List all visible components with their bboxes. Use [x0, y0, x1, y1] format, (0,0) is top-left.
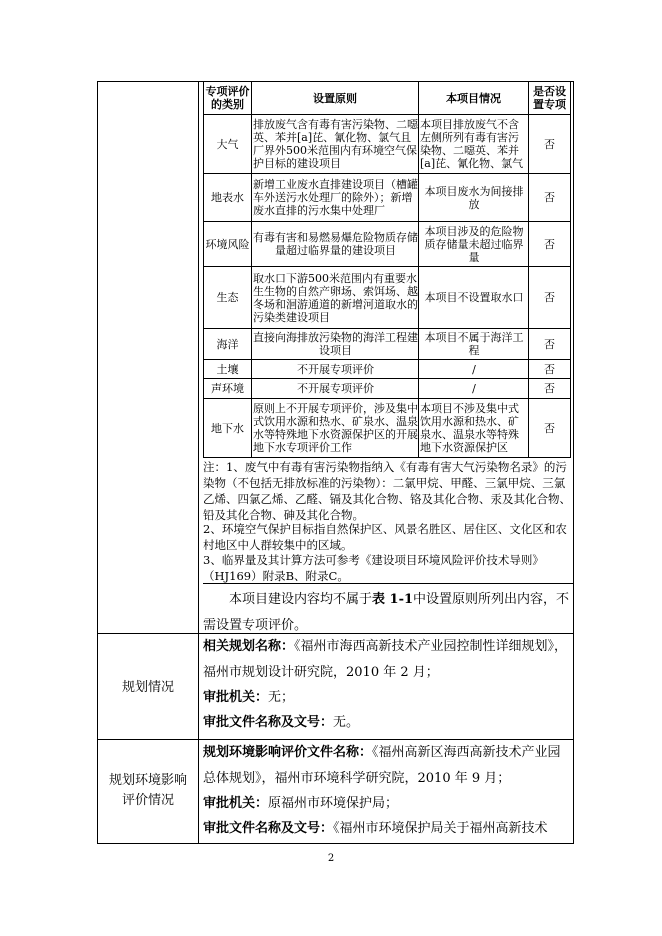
eia-document-value: 《福州市环境保护局关于福州高新技术 [333, 821, 548, 836]
eia-name-label: 规划环境影响评价文件名称： [203, 745, 373, 760]
eia-name-value: 《福州高新区海西高新技术产业园总体规划》，福州市环境科学研究院，2010 年 9 月； [203, 745, 561, 786]
inner-col-divider-1 [251, 81, 252, 457]
eia-document [203, 816, 573, 842]
conclusion-paragraph [203, 587, 573, 638]
eia-document-label: 审批文件名称及文号： [203, 821, 334, 836]
planning-document-value: 无。 [333, 715, 360, 730]
conclusion-before: 本项目建设内容均不属于 [229, 592, 373, 607]
outer-right-border [573, 81, 574, 844]
planning-name-label: 相关规划名称： [203, 639, 295, 654]
row-category: 大气 [216, 137, 239, 151]
conclusion-after: 中设置原则所列出内容，不需设置专项评价。 [203, 592, 570, 633]
row-situation: 本项目废水为间接排放 [424, 184, 524, 211]
eia-authority-label: 审批机关： [203, 796, 269, 811]
note-2: 2、环境空气保护目标指自然保护区、风景名胜区、居住区、文化区和农村地区中人群较集中的区域。 [203, 522, 567, 552]
row-principle: 不开展专项评价 [297, 362, 374, 376]
row-principle: 原则上不开展专项评价，涉及集中式饮用水源和热水、矿泉水、温泉水等特殊地下水资源保护区的开展地下水专项评价工作 [253, 402, 418, 454]
row-situation: 本项目排放废气不含左侧所列有毒有害污染物、二噁英、苯并[a]芘、氰化物、氯气 [420, 118, 524, 170]
inner-table-right [570, 81, 571, 457]
row-decision: 否 [544, 337, 555, 351]
row-category: 环境风险 [205, 237, 250, 251]
planning-authority-label: 审批机关： [203, 690, 269, 705]
row-situation: 本项目涉及的危险物质存储量未超过临界量 [424, 224, 524, 264]
row-situation: / [472, 362, 476, 376]
header-situation: 本项目情况 [446, 91, 501, 105]
row-principle: 直接向海排放污染物的海洋工程建设项目 [253, 331, 418, 357]
conclusion-table-ref: 表 1-1 [372, 592, 414, 607]
row-situation: 本项目不涉及集中式饮用水源和热水、矿泉水、温泉水等特殊地下水资源保护区 [420, 402, 519, 454]
row-category: 海洋 [216, 337, 239, 351]
row-decision: 否 [544, 191, 555, 204]
note-3: 3、临界量及其计算方法可参考《建设项目环境风险评价技术导则》（HJ169）附录B、附录C。 [203, 553, 544, 583]
row-principle: 取水口下游500米范围内有重要水生生物的自然产卵场、索饵场、越冬场和洄游通道的新增河道取水的污染类建设项目 [253, 271, 418, 324]
row-principle: 新增工业废水直排建设项目（槽罐车外送污水处理厂的除外）；新增废水直排的污水集中处理厂 [253, 178, 418, 217]
row-decision: 否 [544, 362, 555, 376]
eia-authority [203, 791, 573, 817]
row-category: 地下水 [211, 421, 244, 435]
inner-table-bottom [203, 457, 571, 458]
row-category: 地表水 [211, 191, 244, 204]
outer-left-border [97, 81, 98, 844]
planning-authority [203, 685, 573, 711]
eia-section-label: 规划环境影响评价情况 [108, 773, 187, 808]
row-decision: 否 [544, 137, 555, 151]
planning-name-value: 《福州市海西高新技术产业园控制性详细规划》，福州市规划设计研究院，2010 年 2 月； [203, 639, 568, 680]
row-principle: 有毒有害和易燃易爆危险物质存储量超过临界量的建设项目 [253, 231, 418, 257]
row-decision: 否 [544, 421, 555, 435]
row-situation: 本项目不属于海洋工程 [424, 331, 524, 357]
row-principle: 排放废气含有毒有害污染物、二噁英、苯并[a]芘、氰化物、氯气且厂界外500米范围内有环境空气保护目标的建设项目 [253, 118, 418, 170]
eia-authority-value: 原福州市环境保护局； [268, 796, 399, 811]
row-decision: 否 [544, 237, 555, 251]
planning-section-label: 规划情况 [121, 680, 174, 695]
row-situation: / [472, 382, 476, 395]
note-1: 注：1、废气中有毒有害污染物指纳入《有毒有害大气污染物名录》的污染物（不包括无排放标准的污染物）：二氯甲烷、甲醛、三氯甲烷、三氯乙烯、四氯乙烯、乙醛、镉及其化合物、铬及其化合物、汞及其化合物、铅及其化合物、砷及其化合物。 [203, 460, 571, 522]
header-category: 专项评价的类别 [205, 85, 250, 111]
page-number: 2 [327, 853, 335, 864]
row-principle: 不开展专项评价 [297, 382, 374, 395]
row-decision: 否 [544, 291, 555, 304]
eia-name [203, 740, 573, 791]
row-category: 土壤 [216, 362, 239, 376]
row-category: 声环境 [211, 382, 244, 395]
planning-document [203, 710, 573, 736]
label-column-divider [198, 81, 199, 844]
row-category: 生态 [216, 291, 239, 304]
outer-bottom-border [97, 843, 574, 844]
inner-col-divider-2 [418, 81, 419, 457]
header-principle: 设置原则 [313, 91, 357, 105]
header-decision: 是否设置专项 [533, 85, 566, 111]
planning-name [203, 634, 573, 685]
planning-authority-value: 无； [268, 690, 295, 705]
planning-document-label: 审批文件名称及文号： [203, 715, 334, 730]
row-decision: 否 [544, 382, 555, 395]
row-situation: 本项目不设置取水口 [424, 291, 524, 304]
